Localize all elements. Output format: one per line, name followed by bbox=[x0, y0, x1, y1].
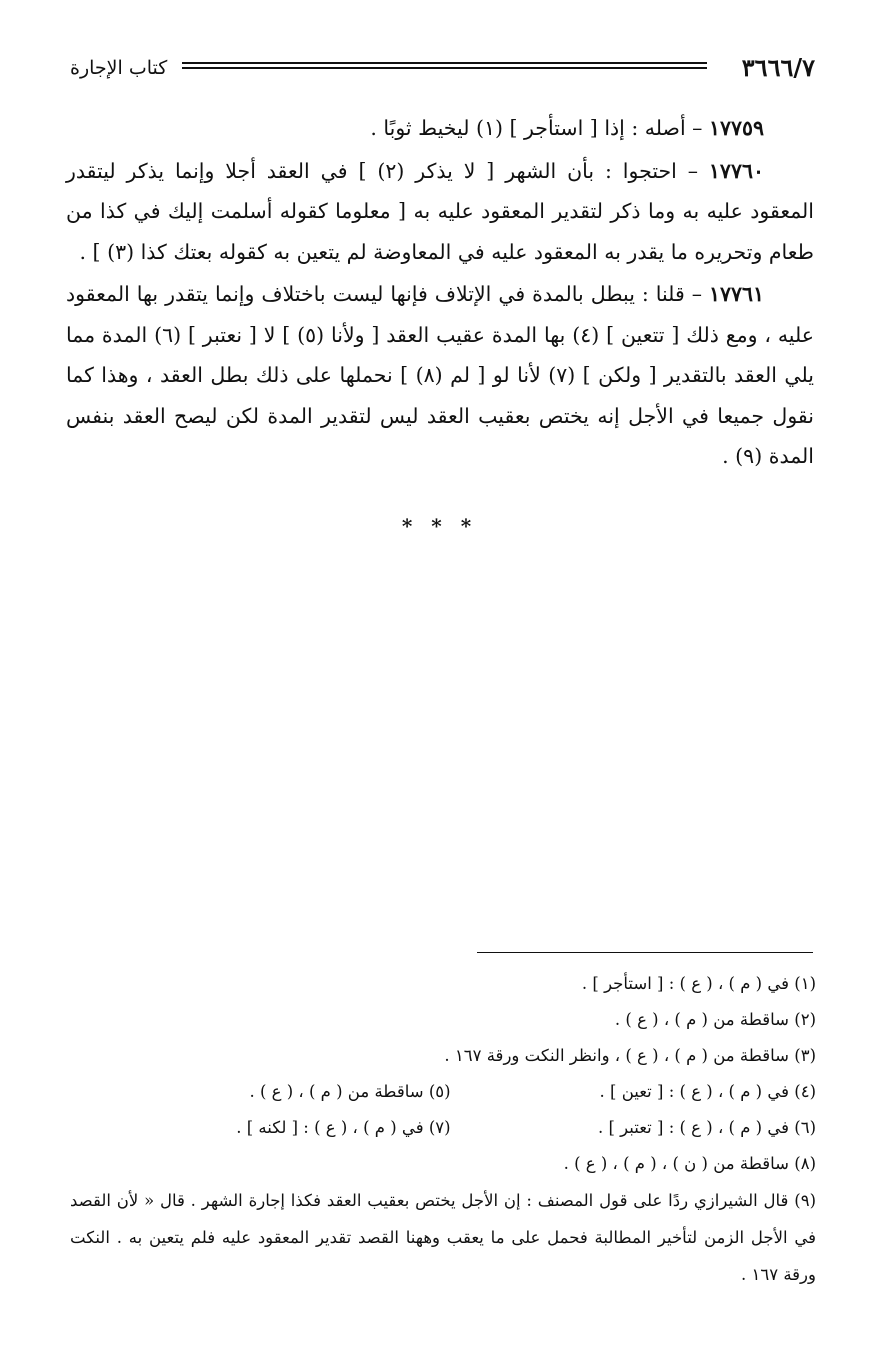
paragraph-text: – احتجوا : بأن الشهر [ لا يذكر (٢) ] في العقد أجلا وإنما يذكر ليتقدر المعقود عليه به وما ذكر لتقدير المعقود عليه به [ معلوما كقوله أسلمت إليك في كذا من طعام وتحريره ما يقدر به المعقود عليه في المعاوضة لم يتعين به كقوله بعتك كذا (٣) ] . bbox=[66, 158, 814, 264]
page-number: ٣٦٦٦/٧ bbox=[741, 53, 815, 82]
paragraph-17761 bbox=[66, 274, 814, 477]
footnote-3: (٣) ساقطة من ( م ) ، ( ع ) ، وانظر النكت ورقة ١٦٧ . bbox=[444, 1046, 816, 1065]
paragraph-number: ١٧٧٥٩ bbox=[708, 116, 764, 140]
paragraph-number: ١٧٧٦١ bbox=[708, 282, 764, 306]
footnote-8: (٨) ساقطة من ( ن ) ، ( م ) ، ( ع ) . bbox=[563, 1154, 816, 1173]
footnote-2: (٢) ساقطة من ( م ) ، ( ع ) . bbox=[614, 1010, 816, 1029]
footnote-row bbox=[70, 1074, 816, 1110]
footnote-7: (٧) في ( م ) ، ( ع ) : [ لكنه ] . bbox=[236, 1118, 451, 1137]
footnote-4: (٤) في ( م ) ، ( ع ) : [ تعين ] . bbox=[599, 1082, 816, 1101]
footnotes bbox=[70, 966, 816, 1293]
page-header bbox=[70, 52, 815, 86]
footnote-6: (٦) في ( م ) ، ( ع ) : [ تعتبر ] . bbox=[597, 1118, 816, 1137]
paragraph-text: – أصله : إذا [ استأجر ] (١) ليخيط ثوبًا . bbox=[370, 116, 709, 140]
paragraph-17760 bbox=[66, 151, 814, 273]
footnote-row bbox=[70, 1146, 816, 1182]
header-rule bbox=[182, 62, 707, 69]
book-title: كتاب الإجارة bbox=[70, 57, 168, 79]
footnote-row bbox=[70, 966, 816, 1002]
footnote-row bbox=[70, 1038, 816, 1074]
footnote-9: (٩) قال الشيرازي ردًا على قول المصنف : إن الأجل يختص بعقيب العقد فكذا إجارة الشهر . قال « لأن القصد في الأجل الزمن لتأخير المطالبة فحمل على ما يعقب وههنا القصد تقدير المعقود عليه فلم يتعين به . النكت ورقة ١٦٧ . bbox=[70, 1191, 816, 1284]
paragraph-17759 bbox=[66, 108, 814, 149]
paragraph-number: ١٧٧٦٠ bbox=[708, 158, 764, 183]
footnote-row bbox=[70, 1110, 816, 1146]
footnote-rule bbox=[477, 952, 813, 953]
footnote-1: (١) في ( م ) ، ( ع ) : [ استأجر ] . bbox=[581, 974, 816, 993]
section-separator: * * * bbox=[401, 514, 478, 538]
paragraph-text: – قلنا : يبطل بالمدة في الإتلاف فإنها ليست باختلاف وإنما يتقدر بها المعقود عليه ، ومع ذلك [ تتعين ] (٤) بها المدة عقيب العقد [ ولأنا (٥) ] لا [ نعتبر ] (٦) المدة مما يلي العقد بالتقدير [ ولكن ] (٧) لأنا لو [ لم (٨) ] نحملها على ذلك بطل العقد ، وهذا كما نقول جميعا في الأجل إنه يختص بعقيب العقد ليس لتقدير المدة لكن ليصح العقد بنفس المدة (٩) . bbox=[66, 282, 815, 468]
footnote-5: (٥) ساقطة من ( م ) ، ( ع ) . bbox=[249, 1082, 451, 1101]
main-text bbox=[66, 108, 814, 479]
footnote-row bbox=[70, 1002, 816, 1038]
